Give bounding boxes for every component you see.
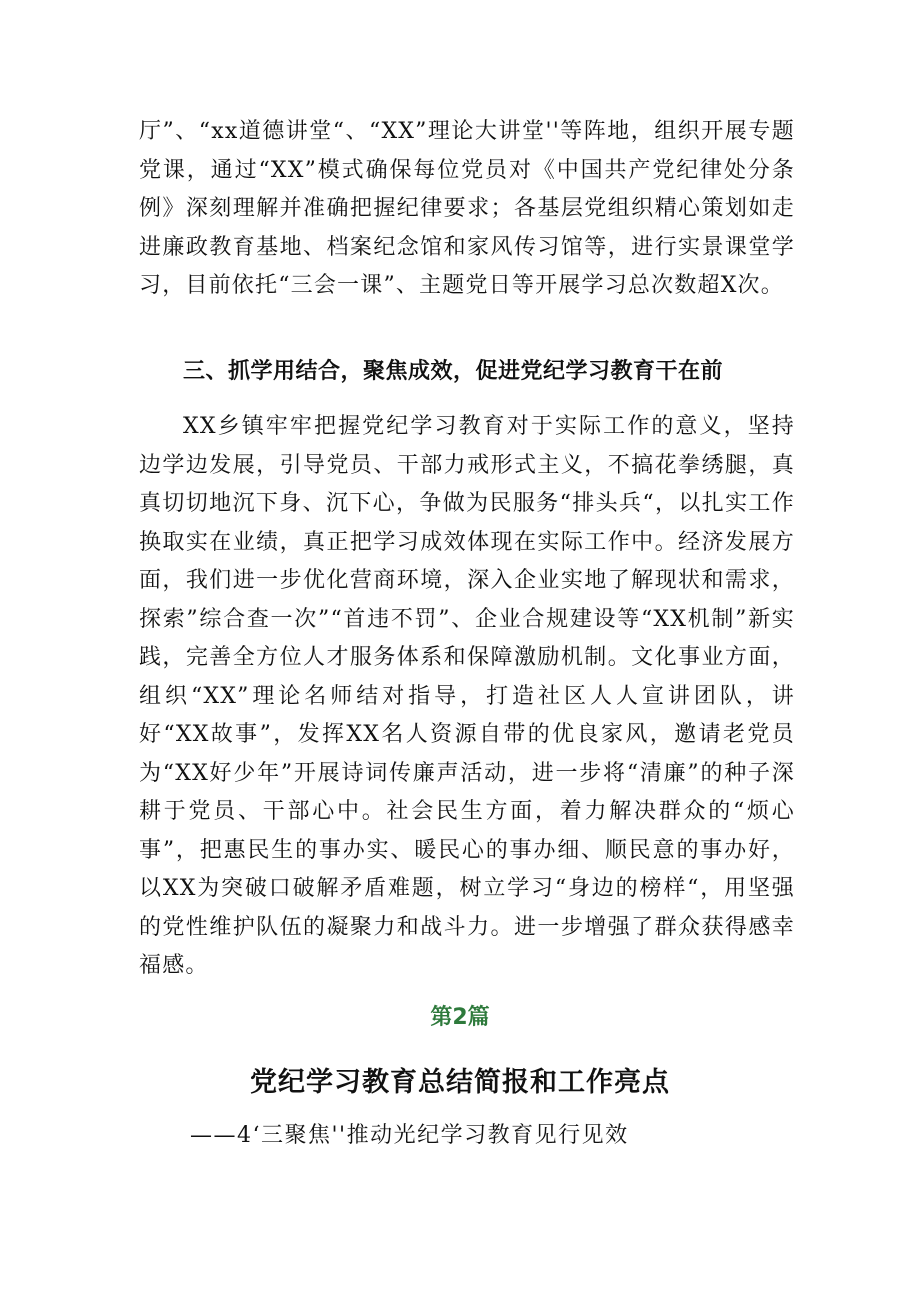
paragraph-1: 厅”、“xx道德讲堂“、“XX”理论大讲堂''等阵地，组织开展专题党课，通过“XX”模式确保每位党员对《中国共产党纪律处分条例》深刻理解并准确把握纪律要求；各基层党组织精心策划如走进廉政教育基地、档案纪念馆和家风传习馆等，进行实景课堂学习，目前依托“三会一课”、主题党日等开展学习总次数超X次。 [139, 119, 795, 298]
document-subtitle: ——4‘三聚焦''推动光纪学习教育见行见效 [190, 1123, 629, 1148]
paragraph-2: XX乡镇牢牢把握党纪学习教育对于实际工作的意义，坚持边学边发展，引导党员、干部力戒形式主义，不搞花拳绣腿，真真切切地沉下身、沉下心，争做为民服务“排头兵“，以扎实工作换取实在业绩，真正把学习成效体现在实际工作中。经济发展方面，我们进一步优化营商环境，深入企业实地了解现状和需求，探索”综合查一次”“首违不罚”、企业合规建设等“XX机制”新实践，完善全方位人才服务体系和保障激励机制。文化事业方面，组织“XX”理论名师结对指导，打造社区人人宣讲团队，讲好“XX故事”，发挥XX名人资源自带的优良家风，邀请老党员为“XX好少年”开展诗词传廉声活动，进一步将“清廉”的种子深耕于党员、干部心中。社会民生方面，着力解决群众的“烦心事”，把惠民生的事办实、暖民心的事办细、顺民意的事办好，以XX为突破口破解矛盾难题，树立学习“身边的榜样“，用坚强的党性维护队伍的凝聚力和战斗力。进一步增强了群众获得感幸福感。 [139, 414, 795, 978]
document-title: 党纪学习教育总结简报和工作亮点 [250, 1067, 670, 1098]
part-label: 第2篇 [430, 1005, 490, 1030]
section-heading-3: 三、抓学用结合，聚焦成效，促进党纪学习教育干在前 [183, 359, 724, 384]
